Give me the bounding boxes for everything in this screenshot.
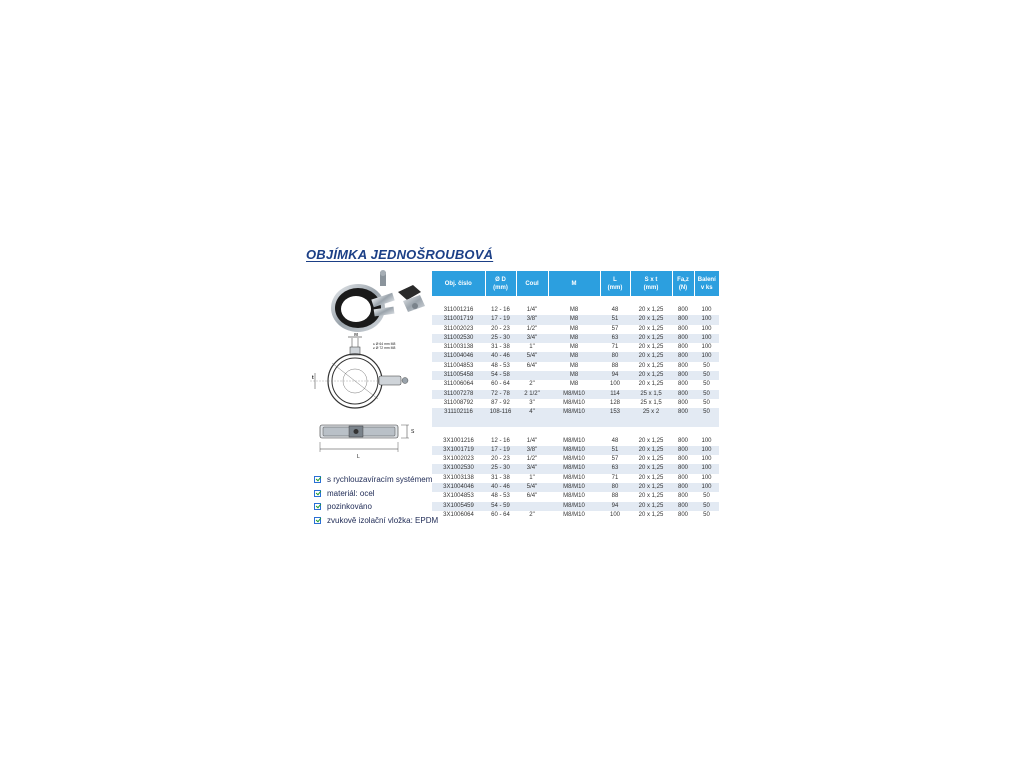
table-cell: 1" (529, 474, 535, 481)
table-cell: 2" (529, 511, 535, 518)
table-cell: 800 (677, 344, 688, 351)
table-cell: 800 (672, 502, 694, 511)
table-cell: 54 - 59 (485, 502, 516, 511)
checkbox-icon (314, 490, 321, 497)
table-cell: 311007278 (432, 390, 485, 399)
table-cell: M8 (569, 307, 579, 313)
table-cell: 51 (600, 446, 630, 455)
table-cell: 60 - 64 (491, 381, 510, 388)
table-cell: M8/M10 (548, 502, 600, 511)
table-cell: 20 x 1,25 (638, 344, 664, 351)
table-cell: 800 (677, 325, 688, 332)
table-cell: 311001216 (443, 307, 474, 313)
column-header (630, 271, 672, 296)
table-cell: 25 - 30 (485, 334, 516, 343)
column-header (600, 271, 630, 296)
table-cell: 57 (611, 325, 619, 332)
feature-item (314, 488, 438, 499)
label-t: t (312, 375, 314, 381)
table-cell: 20 x 1,25 (630, 334, 672, 343)
table-cell: M8 (548, 315, 600, 324)
table-cell: 1" (529, 344, 535, 351)
table-cell: 100 (701, 307, 712, 313)
table-cell: 71 (611, 344, 619, 351)
table-cell: 88 (611, 493, 619, 500)
column-header-text: (N) (678, 284, 688, 291)
column-header-text: M (571, 280, 577, 287)
table-cell: 94 (600, 371, 630, 380)
table-cell: 20 - 23 (491, 456, 510, 463)
table-cell: 12 - 16 (491, 437, 510, 444)
table-cell: 48 (611, 307, 619, 313)
label-s: S (411, 429, 415, 435)
table-cell: 3X1004853 (443, 493, 474, 500)
table-cell: 48 (611, 437, 619, 444)
table-cell: 3X1003138 (443, 474, 474, 481)
column-header-text: L (613, 276, 617, 283)
table-cell: 100 (694, 446, 719, 455)
feature-text: zvukově izolační vložka: EPDM (327, 515, 439, 525)
table-cell: 40 - 46 (485, 352, 516, 361)
column-header-text: Fa,z (677, 276, 689, 283)
table-cell: 63 (600, 464, 630, 473)
table-cell: 20 x 1,25 (638, 381, 664, 388)
table-cell: M8/M10 (563, 437, 585, 444)
table-cell: 63 (600, 334, 630, 343)
table-cell: 100 (694, 315, 719, 324)
table-cell: 40 - 46 (485, 483, 516, 492)
feature-list (314, 474, 438, 528)
table-row (432, 455, 719, 464)
column-header (432, 271, 485, 296)
table-row (432, 315, 719, 324)
table-row (432, 511, 719, 520)
column-header-text: Balení (697, 276, 716, 283)
table-cell: 88 (611, 362, 619, 369)
table-cell: 20 x 1,25 (630, 483, 672, 492)
table-cell: 100 (609, 381, 620, 388)
column-header-text: S x t (644, 276, 658, 283)
table-cell: 80 (600, 352, 630, 361)
table-cell: 800 (677, 362, 688, 369)
table-cell: 800 (677, 474, 688, 481)
table-cell: 20 x 1,25 (638, 474, 664, 481)
checkbox-icon (314, 517, 321, 524)
column-header (548, 271, 600, 296)
table-cell: M8 (569, 381, 579, 388)
table-cell: M8/M10 (548, 446, 600, 455)
feature-item (314, 515, 438, 526)
table-cell: 3X1001719 (432, 446, 485, 455)
table-cell: 31 - 38 (491, 474, 510, 481)
column-header (694, 271, 719, 296)
table-cell: 100 (694, 464, 719, 473)
table-header-row (432, 271, 719, 296)
table-cell: 71 (611, 474, 619, 481)
table-cell: 25 x 1,5 (640, 399, 662, 406)
feature-text: pozinkováno (327, 502, 372, 512)
product-title: OBJÍMKA JEDNOŠROUBOVÁ (306, 247, 494, 262)
table-cell: 20 x 1,25 (630, 502, 672, 511)
table-cell: M8/M10 (548, 408, 600, 417)
table-cell: M8/M10 (563, 493, 585, 500)
table-cell: M8 (548, 371, 600, 380)
table-row (432, 362, 719, 371)
table-cell: 17 - 19 (485, 315, 516, 324)
table-cell: 20 x 1,25 (630, 315, 672, 324)
table-cell: M8/M10 (563, 399, 585, 406)
table-cell: 20 x 1,25 (638, 325, 664, 332)
table-row (432, 399, 719, 408)
table-cell: 20 x 1,25 (630, 352, 672, 361)
table-cell: 5/4" (516, 483, 548, 492)
table-cell: 3X1004046 (432, 483, 485, 492)
table-cell (516, 502, 548, 511)
table-cell: 311006064 (443, 381, 474, 388)
table-cell: 800 (672, 464, 694, 473)
spec-table (432, 271, 719, 520)
checkbox-icon (314, 476, 321, 483)
table-cell: 800 (672, 483, 694, 492)
table-cell: M8 (569, 344, 579, 351)
table-cell: 114 (600, 390, 630, 399)
table-cell: 3/8" (516, 446, 548, 455)
column-header-text: (mm) (643, 284, 659, 291)
table-cell: 3/4" (516, 464, 548, 473)
table-cell: 1/4" (526, 437, 538, 444)
table-cell: 50 (694, 371, 719, 380)
table-cell: M8 (569, 362, 579, 369)
table-cell: 50 (694, 502, 719, 511)
table-cell: 153 (600, 408, 630, 417)
table-cell: 2 1/2" (516, 390, 548, 399)
table-cell: 25 x 2 (630, 408, 672, 417)
table-cell: 3X1002023 (443, 456, 474, 463)
column-header-text: Obj. číslo (444, 280, 472, 287)
table-cell: 1/4" (526, 307, 538, 313)
table-cell: 60 - 64 (491, 511, 510, 518)
table-cell: 50 (703, 511, 710, 518)
spacer-row (432, 427, 719, 437)
table-cell: 800 (677, 511, 688, 518)
table-row (432, 483, 719, 492)
table-cell: 100 (701, 456, 712, 463)
table-cell: 20 x 1,25 (638, 456, 664, 463)
column-header (672, 271, 694, 296)
table-cell: 12 - 16 (491, 307, 510, 313)
table-cell: 100 (694, 483, 719, 492)
table-cell: 800 (677, 381, 688, 388)
table-cell: 50 (703, 381, 710, 388)
table-cell: 800 (672, 390, 694, 399)
table-row (432, 492, 719, 501)
table-cell: 5/4" (516, 352, 548, 361)
table-cell: 20 - 23 (491, 325, 510, 332)
table-cell: M8 (548, 352, 600, 361)
table-cell: 800 (672, 352, 694, 361)
diagram-note-1: ≤ Ø 64 mm M8 (373, 342, 396, 346)
table-cell: 4" (516, 408, 548, 417)
table-cell: 25 - 30 (485, 464, 516, 473)
table-cell: 800 (672, 371, 694, 380)
table-row (432, 380, 719, 389)
column-header-text: (mm) (493, 284, 508, 291)
table-row (432, 408, 719, 417)
table-cell: 20 x 1,25 (638, 511, 664, 518)
table-cell: 20 x 1,25 (638, 493, 664, 500)
table-cell: 94 (600, 502, 630, 511)
table-cell: 3X1005459 (432, 502, 485, 511)
feature-text: s rychlouzavíracím systémem (327, 475, 433, 484)
table-cell: 1/2" (526, 325, 538, 332)
column-header-text: Ø D (495, 276, 506, 283)
product-sheet (300, 240, 730, 525)
table-cell: 3X1001216 (443, 437, 474, 444)
table-body (432, 296, 719, 520)
table-cell: M8/M10 (563, 511, 585, 518)
table-cell: 57 (611, 456, 619, 463)
table-cell (516, 371, 548, 380)
table-cell: 31 - 38 (491, 344, 510, 351)
table-cell: 50 (703, 493, 710, 500)
table-cell: 87 - 92 (491, 399, 510, 406)
table-cell: 100 (694, 352, 719, 361)
table-cell: 311004853 (443, 362, 474, 369)
table-cell: 100 (694, 334, 719, 343)
table-row (432, 371, 719, 380)
table-row (432, 334, 719, 343)
spacer-row (432, 296, 719, 306)
table-cell: 100 (609, 511, 620, 518)
table-cell: 100 (701, 437, 712, 444)
table-cell: 800 (672, 315, 694, 324)
diagram-note-2: ≥ Ø 72 mm M8 (373, 346, 396, 350)
table-cell: 48 - 53 (491, 493, 510, 500)
table-cell: M8/M10 (563, 456, 585, 463)
table-cell: M8/M10 (548, 390, 600, 399)
table-cell: 311001719 (432, 315, 485, 324)
table-cell: 6/4" (526, 493, 538, 500)
table-cell: 311002023 (443, 325, 474, 332)
label-l: L (357, 454, 360, 460)
table-cell: 80 (600, 483, 630, 492)
table-row (432, 306, 719, 315)
table-row (432, 502, 719, 511)
table-cell: 6/4" (526, 362, 538, 369)
table-cell: 50 (694, 408, 719, 417)
table-cell: 108-116 (485, 408, 516, 417)
table-cell: 48 - 53 (491, 362, 510, 369)
feature-item (314, 501, 438, 512)
table-cell: 72 - 78 (485, 390, 516, 399)
table-row (432, 352, 719, 361)
table-cell: 800 (672, 334, 694, 343)
table-row (432, 343, 719, 352)
table-cell: 800 (677, 437, 688, 444)
table-cell: 311002530 (432, 334, 485, 343)
table-cell: 311102116 (432, 408, 485, 417)
feature-item (314, 474, 438, 485)
table-row (432, 446, 719, 455)
table-cell: 311004046 (432, 352, 485, 361)
table-cell: 800 (672, 446, 694, 455)
table-row (432, 437, 719, 446)
spacer-row (432, 418, 719, 427)
clamp-side-diagram (315, 417, 425, 464)
table-row (432, 474, 719, 483)
table-cell: 20 x 1,25 (638, 362, 664, 369)
table-cell: 128 (609, 399, 620, 406)
table-cell: M8 (548, 334, 600, 343)
table-cell: M8/M10 (563, 474, 585, 481)
table-cell: 3" (529, 399, 535, 406)
column-header-text: Coul (525, 280, 539, 287)
table-cell: 3/4" (516, 334, 548, 343)
table-cell: M8/M10 (548, 483, 600, 492)
table-cell: 54 - 58 (485, 371, 516, 380)
table-cell: 25 x 1,5 (630, 390, 672, 399)
table-cell: M8/M10 (548, 464, 600, 473)
table-cell: 3/8" (516, 315, 548, 324)
column-header (516, 271, 548, 296)
table-cell: 20 x 1,25 (630, 371, 672, 380)
table-cell: 20 x 1,25 (638, 307, 664, 313)
table-cell: 800 (677, 456, 688, 463)
table-cell: 20 x 1,25 (630, 446, 672, 455)
table-row (432, 464, 719, 473)
feature-text: materiál: ocel (327, 488, 375, 498)
table-row (432, 325, 719, 334)
table-cell: 20 x 1,25 (638, 437, 664, 444)
table-cell: 51 (600, 315, 630, 324)
table-cell: 800 (677, 399, 688, 406)
table-cell: 100 (701, 474, 712, 481)
table-cell: 50 (703, 362, 710, 369)
table-cell: M8 (569, 325, 579, 332)
table-cell: 311003138 (443, 344, 474, 351)
column-header-text: v ks (700, 284, 713, 291)
column-header (485, 271, 516, 296)
clamp-front-diagram (310, 333, 420, 415)
pipe-clamp-photo (325, 268, 430, 338)
table-cell: 3X1002530 (432, 464, 485, 473)
column-header-text: (mm) (607, 284, 623, 291)
table-cell: 100 (701, 325, 712, 332)
table-cell: 50 (703, 399, 710, 406)
table-cell: 800 (677, 307, 688, 313)
table-cell: 3X1006064 (443, 511, 474, 518)
table-cell: 17 - 19 (485, 446, 516, 455)
table-cell: 100 (701, 344, 712, 351)
table-cell: 2" (529, 381, 535, 388)
table-cell: 20 x 1,25 (630, 464, 672, 473)
table-cell: 50 (694, 390, 719, 399)
table-cell: 800 (677, 493, 688, 500)
table-cell: 311005458 (432, 371, 485, 380)
table-row (432, 390, 719, 399)
table-cell: 311008792 (443, 399, 474, 406)
table-cell: 1/2" (526, 456, 538, 463)
checkbox-icon (314, 503, 321, 510)
label-m: M (354, 333, 359, 338)
table-cell: 800 (672, 408, 694, 417)
